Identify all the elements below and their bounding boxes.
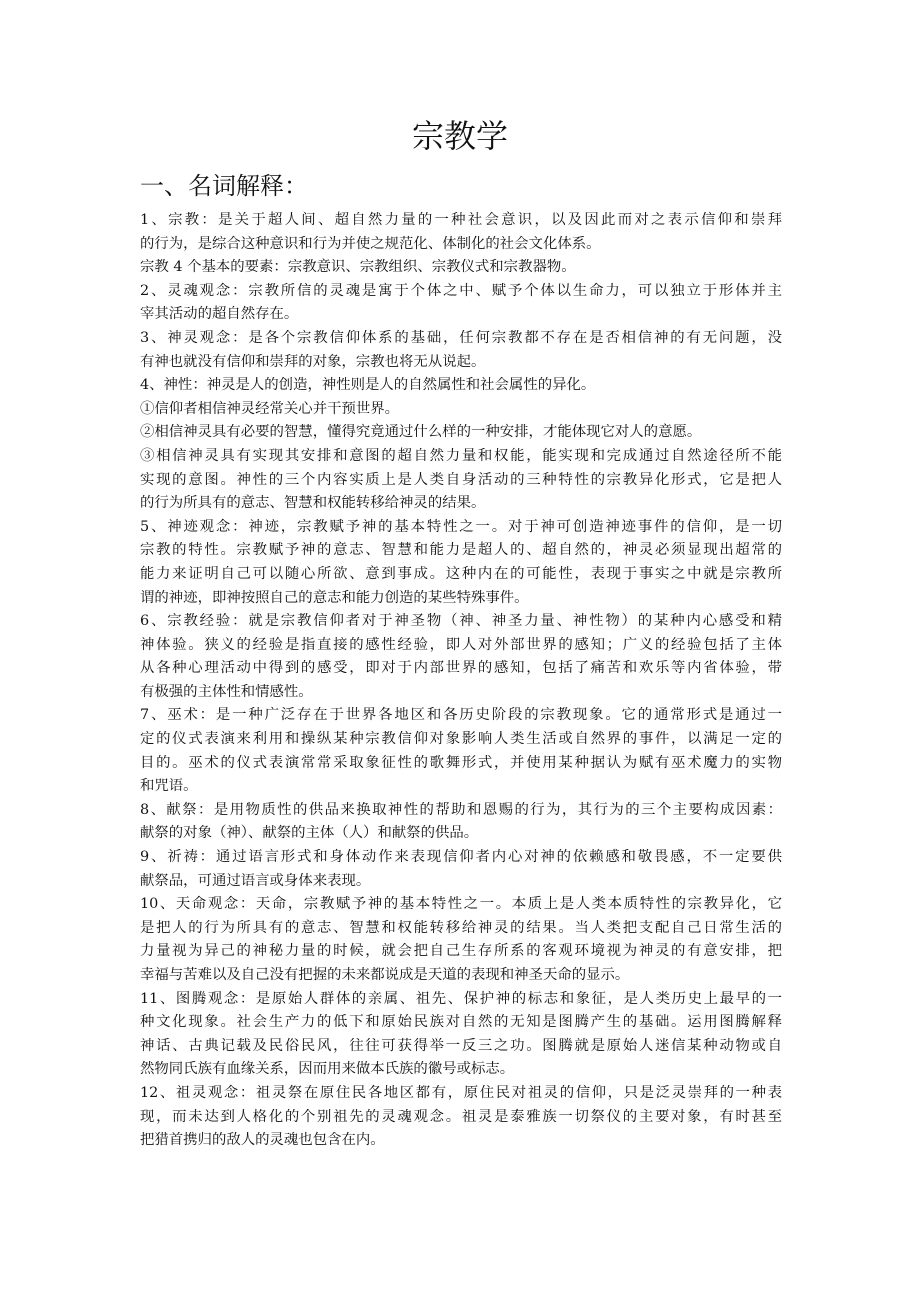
text-line: 种文化现象。社会生产力的低下和原始民族对自然的无知是图腾产生的基础。运用图腾解释 [140, 1014, 782, 1031]
text-line: 2、灵魂观念：宗教所信的灵魂是寓于个体之中、赋予个体以生命力，可以独立于形体并主 [140, 282, 782, 299]
text-line: 11、图腾观念：是原始人群体的亲属、祖先、保护神的标志和象征，是人类历史上最早的一 [140, 990, 782, 1007]
text-line: ③相信神灵具有实现其安排和意图的超自然力量和权能，能实现和完成通过自然途径所不能 [140, 447, 782, 464]
document-title: 宗教学 [411, 117, 508, 155]
text-line: 7、巫术：是一种广泛存在于世界各地区和各历史阶段的宗教现象。它的通常形式是通过一 [140, 707, 782, 724]
text-line: 有极强的主体性和情感性。 [140, 683, 313, 700]
text-line: 献祭品，可通过语言或身体来表现。 [140, 872, 371, 889]
text-line: 宗教的特性。宗教赋予神的意志、智慧和能力是超人的、超自然的，神灵必须显现出超常的 [140, 542, 782, 559]
text-line: 12、祖灵观念：祖灵祭在原住民各地区都有，原住民对祖灵的信仰，只是泛灵崇拜的一种表 [140, 1084, 782, 1101]
text-line: 3、神灵观念：是各个宗教信仰体系的基础，任何宗教都不存在是否相信神的有无问题，没 [140, 329, 782, 346]
text-line: 6、宗教经验：就是宗教信仰者对于神圣物（神、神圣力量、神性物）的某种内心感受和精 [140, 613, 782, 630]
text-line: 9、祈祷：通过语言形式和身体动作来表现信仰者内心对神的依赖感和敬畏感，不一定要供 [140, 849, 782, 866]
text-line: 神体验。狭义的经验是指直接的感性经验，即人对外部世界的感知；广义的经验包括了主体 [140, 636, 782, 653]
text-line: 献祭的对象（神）、献祭的主体（人）和献祭的供品。 [140, 825, 479, 842]
text-line: 宗教 4 个基本的要素：宗教意识、宗教组织、宗教仪式和宗教器物。 [140, 259, 576, 276]
text-line: 实现的意图。神性的三个内容实质上是人类自身活动的三种特性的宗教异化形式，它是把人 [140, 471, 782, 488]
text-line: 是把人的行为所具有的意志、智慧和权能转移给神灵的结果。当人类把支配自己日常生活的 [140, 919, 782, 936]
text-line: 能力来证明自己可以随心所欲、意到事成。这种内在的可能性，表现于事实之中就是宗教所 [140, 565, 782, 582]
text-line: 神话、古典记载及民俗民风，往往可获得举一反三之功。图腾就是原始人迷信某种动物或自 [140, 1037, 782, 1054]
text-line: 5、神迹观念：神迹，宗教赋予神的基本特性之一。对于神可创造神迹事件的信仰，是一切 [140, 518, 782, 535]
text-line: 把猎首携归的敌人的灵魂也包含在内。 [140, 1132, 385, 1149]
text-line: 和咒语。 [140, 778, 198, 795]
text-line: 10、天命观念：天命，宗教赋予神的基本特性之一。本质上是人类本质特性的宗教异化，它 [140, 896, 782, 913]
text-line: 谓的神迹，即神按照自己的意志和能力创造的某些特殊事件。 [140, 589, 529, 606]
text-line: 从各种心理活动中得到的感受，即对于内部世界的感知，包括了痛苦和欢乐等内省体验，带 [140, 660, 782, 677]
text-line: 的行为所具有的意志、智慧和权能转移给神灵的结果。 [140, 495, 486, 512]
text-line: 1、宗教：是关于超人间、超自然力量的一种社会意识，以及因此而对之表示信仰和崇拜 [140, 212, 782, 228]
text-line: 宰其活动的超自然存在。 [140, 306, 299, 323]
text-line: 目的。巫术的仪式表演常常采取象征性的歌舞形式，并使用某种据认为赋有巫术魔力的实物 [140, 754, 782, 771]
document-body [140, 209, 782, 1153]
text-line: ①信仰者相信神灵经常关心并干预世界。 [140, 400, 400, 417]
text-line: 的行为，是综合这种意识和行为并使之规范化、体制化的社会文化体系。 [140, 235, 601, 252]
section-heading: 一、名词解释： [140, 172, 308, 200]
text-line: 然物同氏族有血缘关系，因而用来做本氏族的徽号或标志。 [140, 1061, 515, 1078]
text-line: 8、献祭：是用物质性的供品来换取神性的帮助和恩赐的行为，其行为的三个主要构成因素： [140, 801, 782, 818]
text-line: 幸福与苦难以及自己没有把握的未来都说成是天道的表现和神圣天命的显示。 [140, 967, 630, 983]
text-line: ②相信神灵具有必要的智慧，懂得究竟通过什么样的一种安排，才能体现它对人的意愿。 [140, 424, 702, 441]
text-line: 力量视为异己的神秘力量的时候，就会把自己生存所系的客观环境视为神灵的有意安排，把 [140, 943, 782, 960]
text-line: 现，而未达到人格化的个别祖先的灵魂观念。祖灵是泰雅族一切祭仪的主要对象，有时甚至 [140, 1108, 782, 1125]
text-line: 有神也就没有信仰和崇拜的对象，宗教也将无从说起。 [140, 353, 486, 370]
text-line: 4、神性：神灵是人的创造，神性则是人的自然属性和社会属性的异化。 [140, 377, 596, 394]
text-line: 定的仪式表演来利用和操纵某种宗教信仰对象影响人类生活或自然界的事件，以满足一定的 [140, 731, 782, 748]
